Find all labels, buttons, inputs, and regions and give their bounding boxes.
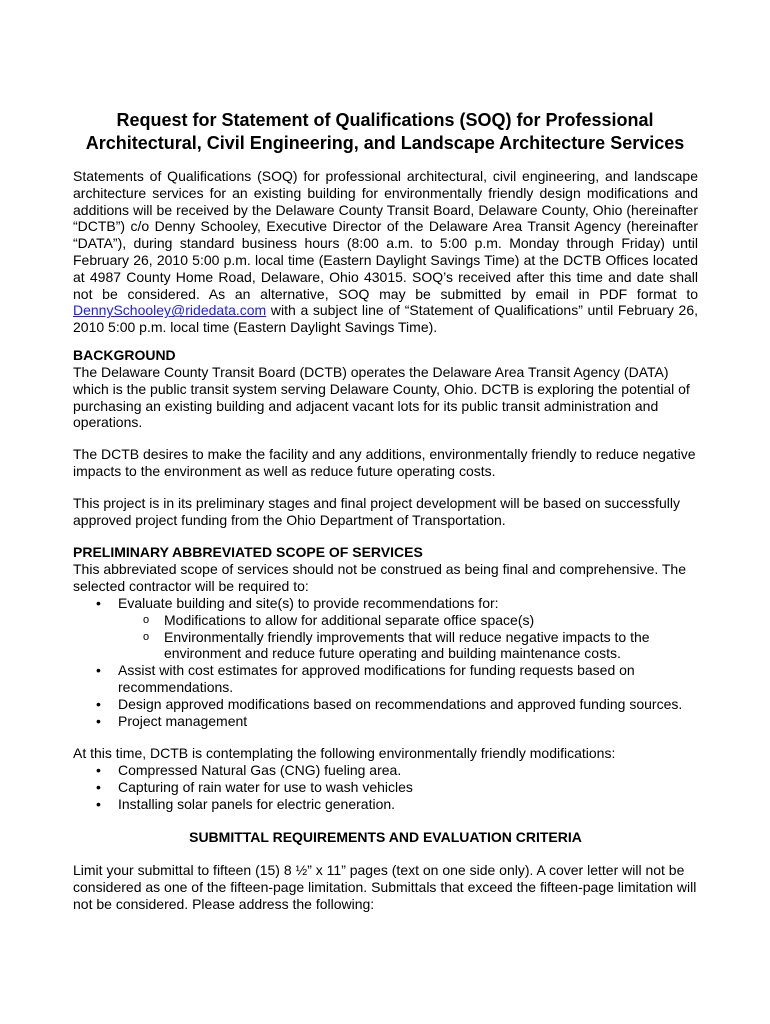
list-item: • Design approved modifications based on recommendations and approved funding sources. (73, 696, 713, 713)
email-link[interactable]: DennySchooley@ridedata.com (73, 302, 267, 319)
list-item: • Assist with cost estimates for approved modifications for funding requests based on recommendations. (73, 662, 713, 696)
submittal-heading: SUBMITTAL REQUIREMENTS AND EVALUATION CRITERIA (189, 829, 582, 845)
list-item: • Capturing of rain water for use to wash vehicles (73, 779, 698, 796)
title-line-2: Architectural, Civil Engineering, and Landscape Architecture Services (85, 133, 685, 153)
intro-text-end: with a subject line of “Statement of Qualifications” until February 26, 2010 5:00 p.m. local time (Eastern Daylight Savings Time). (73, 302, 699, 336)
document-title (60, 109, 710, 155)
list-item: • Project management (73, 713, 713, 730)
scope-intro: This abbreviated scope of services should not be construed as being final and comprehensive. The selected contractor will be required to: (73, 561, 686, 594)
background-paragraph-1: The Delaware County Transit Board (DCTB) operates the Delaware Area Transit Agency (DATA) which is the public transit system serving Delaware County, Ohio. DCTB is exploring the potential of purchasing an existing building and adjacent vacant lots for its public transit administration and operations. (73, 364, 690, 431)
background-heading: BACKGROUND (73, 347, 176, 363)
intro-text: Statements of Qualifications (SOQ) for professional architectural, civil engineering, and landscape architecture services for an existing building for environmentally friendly design modifications and additions will be received by the Delaware County Transit Board, Delaware County, Ohio (hereinafter “DCTB”) c/o Denny Schooley, Executive Director of the Delaware Area Transit Agency (hereinafter “DATA”), during standard business hours (8:00 a.m. to 5:00 p.m. Monday through Friday) until February 26, 2010 5:00 p.m. local time (Eastern Daylight Savings Time) at the DCTB Offices located at 4987 County Home Road, Delaware, Ohio 43015. SOQ’s received after this time and date shall not be considered. As an alternative, SOQ may be submitted by email in PDF format to (73, 168, 698, 302)
list-item: • Compressed Natural Gas (CNG) fueling area. (73, 762, 698, 779)
submittal-paragraph: Limit your submittal to fifteen (15) 8 ½” x 11” pages (text on one side only). A cover letter will not be considered as one of the fifteen-page limitation. Submittals that exceed the fifteen-page limitation will not be considered. Please address the following: (73, 862, 697, 912)
background-paragraph-2: The DCTB desires to make the facility and any additions, environmentally friendly to reduce negative impacts to the environment as well as reduce future operating costs. (73, 446, 696, 479)
modifications-list (73, 762, 698, 812)
intro-paragraph (73, 168, 698, 336)
list-item: • Installing solar panels for electric generation. (73, 796, 698, 813)
background-paragraph-3: This project is in its preliminary stages and final project development will be based on successfully approved project funding from the Ohio Department of Transportation. (73, 495, 680, 528)
title-line-1: Request for Statement of Qualifications (SOQ) for Professional (116, 110, 654, 130)
modifications-intro: At this time, DCTB is contemplating the following environmentally friendly modifications: (73, 745, 616, 761)
scope-heading: PRELIMINARY ABBREVIATED SCOPE OF SERVICES (73, 544, 423, 560)
list-item: • Evaluate building and site(s) to provide recommendations for: (73, 595, 713, 612)
scope-list (73, 595, 713, 729)
sub-list-item: o Environmentally friendly improvements that will reduce negative impacts to the environment and reduce future operating and building maintenance costs. (73, 629, 713, 663)
sub-list-item: o Modifications to allow for additional separate office space(s) (73, 612, 713, 629)
